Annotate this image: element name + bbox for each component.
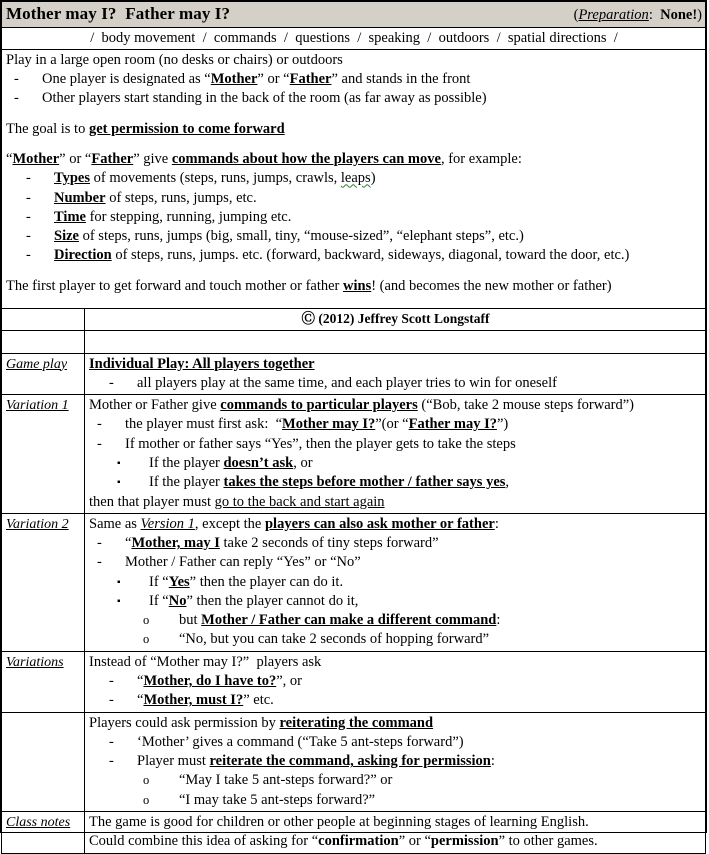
mother-term: Mother bbox=[12, 151, 60, 168]
v2-5c: ” then the player cannot do it, bbox=[186, 592, 359, 609]
header-row bbox=[2, 2, 706, 28]
dash-glyph: - bbox=[26, 208, 31, 225]
v2-line-6 bbox=[143, 611, 702, 630]
row-label: Game play bbox=[6, 356, 68, 372]
v2-1a: Same as bbox=[89, 515, 141, 532]
spacer-row bbox=[2, 331, 706, 353]
version1-ref: Version 1 bbox=[140, 515, 195, 532]
v2-6a: but bbox=[179, 612, 202, 629]
page-title: Mother may I? Father may I? bbox=[6, 4, 231, 23]
class-notes-cell bbox=[85, 812, 706, 854]
mother-term: Mother bbox=[210, 71, 258, 88]
intro-line-3 bbox=[14, 89, 702, 108]
cn-2e: ” to other games. bbox=[498, 833, 598, 850]
v1-2a: the player must first ask: “ bbox=[125, 416, 283, 433]
game-play-heading bbox=[89, 355, 702, 374]
spacer bbox=[6, 296, 702, 307]
dash-glyph: - bbox=[26, 189, 31, 206]
dash-glyph: - bbox=[97, 435, 102, 452]
v1-line-3 bbox=[97, 435, 702, 454]
dash-glyph: - bbox=[26, 170, 31, 187]
variation2-label-cell bbox=[2, 513, 85, 651]
re-1a: Players could ask permission by bbox=[89, 714, 280, 731]
goal-prefix: The goal is to bbox=[6, 120, 89, 137]
v1-5c: , bbox=[505, 474, 510, 491]
commands-phrase: commands about how the players can move bbox=[171, 151, 441, 168]
square-bullet-icon: ▪ bbox=[117, 477, 121, 489]
variation2-row bbox=[2, 513, 706, 651]
spacer bbox=[6, 266, 702, 277]
v2-line-7 bbox=[143, 630, 702, 649]
variation1-label-cell bbox=[2, 395, 85, 514]
intro-line-1: Play in a large open room (no desks or chairs) or outdoors bbox=[6, 51, 343, 68]
winner-line bbox=[6, 277, 702, 296]
v2-line-3 bbox=[97, 553, 702, 572]
goal-phrase: get permission to come forward bbox=[88, 120, 285, 137]
re-line-5 bbox=[143, 791, 702, 810]
commands-intro-line bbox=[6, 150, 702, 169]
class-notes-row bbox=[2, 812, 706, 854]
vs-2c: ”, or bbox=[276, 673, 302, 690]
game-play-heading-text: Individual Play: All players together bbox=[89, 355, 315, 372]
v1-line-4 bbox=[117, 454, 702, 473]
dash-glyph: - bbox=[97, 554, 102, 571]
game-play-row bbox=[2, 353, 706, 395]
v2-line-4 bbox=[117, 573, 702, 592]
command-type-item bbox=[26, 246, 702, 265]
v1-commands-phrase: commands to particular players bbox=[220, 397, 418, 414]
command-type-item bbox=[26, 189, 702, 208]
father-term: Father bbox=[91, 151, 134, 168]
wins-term: wins bbox=[343, 277, 372, 294]
v2-line-2 bbox=[97, 534, 702, 553]
v1-2c: ”(or “ bbox=[375, 416, 409, 433]
v1-1a: Mother or Father give bbox=[89, 397, 221, 414]
circle-bullet-icon: o bbox=[143, 613, 150, 628]
circle-bullet-icon: o bbox=[143, 792, 150, 807]
mother-do-i-have-to-phrase: Mother, do I have to? bbox=[143, 673, 277, 690]
vs-line-2 bbox=[109, 672, 702, 691]
cn-line-1: The game is good for children or other people at beginning stages of learning English. bbox=[89, 814, 589, 831]
row-label: Variations bbox=[6, 654, 64, 670]
v1-4c: , or bbox=[293, 454, 313, 471]
re-line-2 bbox=[109, 733, 702, 752]
variations-label-cell bbox=[2, 651, 85, 712]
intro-line-2 bbox=[14, 70, 702, 89]
v2-1e: : bbox=[494, 515, 499, 532]
cn-2c: ” or “ bbox=[398, 833, 431, 850]
variations-row bbox=[2, 651, 706, 712]
circle-bullet-icon: o bbox=[143, 773, 150, 788]
preparation-note bbox=[574, 6, 702, 25]
no-term: No bbox=[168, 592, 187, 609]
dash-glyph: - bbox=[109, 692, 114, 709]
cmd-b: ” or “ bbox=[59, 151, 92, 168]
v1-6a: then that player must bbox=[89, 493, 215, 510]
re-5-text: “I may take 5 ant-steps forward?” bbox=[179, 791, 376, 808]
father-may-i-phrase: Father may I? bbox=[408, 416, 497, 433]
paren-open: ( bbox=[573, 7, 579, 23]
preparation-label: Preparation bbox=[578, 7, 649, 23]
v2-4c: ” then the player can do it. bbox=[189, 573, 344, 590]
variation2-cell bbox=[85, 513, 706, 651]
lesson-plan-table bbox=[1, 1, 706, 854]
spacer bbox=[6, 109, 702, 120]
mother-may-i-phrase: Mother may I? bbox=[282, 416, 376, 433]
father-term: Father bbox=[289, 71, 332, 88]
dash-glyph: - bbox=[14, 90, 19, 107]
game-play-bullet-text: all players play at the same time, and each player tries to win for oneself bbox=[137, 374, 557, 391]
re-line-4 bbox=[143, 771, 702, 790]
v1-line-6 bbox=[89, 493, 702, 512]
spacer-label-cell bbox=[2, 331, 85, 353]
v2-6c: : bbox=[496, 612, 501, 629]
re-2-text: ‘Mother’ gives a command (“Take 5 ant-steps forward”) bbox=[137, 733, 464, 750]
cmd-c: ” give bbox=[133, 151, 172, 168]
v2-2a: “ bbox=[125, 535, 132, 552]
v1-line-1 bbox=[89, 396, 702, 415]
vs-2a: “ bbox=[137, 673, 144, 690]
circle-bullet-icon: o bbox=[143, 632, 150, 647]
vs-line-3 bbox=[109, 691, 702, 710]
game-play-label-cell bbox=[2, 353, 85, 395]
dash-glyph: - bbox=[109, 673, 114, 690]
copyright-text: (2012) Jeffrey Scott Longstaff bbox=[315, 310, 490, 326]
variations-cell bbox=[85, 651, 706, 712]
intro-2c: ” and stands in the front bbox=[331, 71, 471, 88]
keywords-line: / body movement / commands / questions / speaking / outdoors / spatial directions / bbox=[90, 29, 618, 46]
description-row bbox=[2, 49, 706, 308]
v2-line-5 bbox=[117, 592, 702, 611]
winner-c: ! (and becomes the new mother or father) bbox=[371, 277, 612, 294]
takes-steps-phrase: takes the steps before mother / father says yes bbox=[223, 474, 506, 491]
dash-glyph: - bbox=[14, 71, 19, 88]
vs-line-1: Instead of “Mother may I?” players ask bbox=[89, 653, 322, 670]
v1-3-text: If mother or father says “Yes”, then the player gets to take the steps bbox=[125, 435, 516, 452]
re-line-1 bbox=[89, 714, 702, 733]
copyright-symbol: Ⓒ bbox=[301, 310, 316, 326]
re-line-3 bbox=[109, 752, 702, 771]
v1-2e: ”) bbox=[496, 416, 509, 433]
preparation-value: None! bbox=[660, 7, 698, 23]
intro-2b: ” or “ bbox=[257, 71, 290, 88]
cn-line-2 bbox=[89, 832, 702, 851]
winner-a: The first player to get forward and touch mother or father bbox=[6, 277, 343, 294]
dash-glyph: - bbox=[109, 733, 114, 750]
dash-glyph: - bbox=[26, 228, 31, 245]
game-play-bullet bbox=[109, 374, 702, 393]
class-notes-label-cell bbox=[2, 812, 85, 854]
dash-glyph: - bbox=[109, 753, 114, 770]
copyright-row bbox=[2, 308, 706, 330]
v1-line-2 bbox=[97, 415, 702, 434]
quote-open: “ bbox=[6, 151, 13, 168]
dash-glyph: - bbox=[109, 374, 114, 391]
cn-2a: Could combine this idea of asking for “ bbox=[89, 833, 319, 850]
v2-line-1 bbox=[89, 515, 702, 534]
header-cell bbox=[2, 2, 706, 28]
v2-4a: If “ bbox=[149, 573, 169, 590]
v2-1c: , except the bbox=[194, 515, 265, 532]
command-type-item bbox=[26, 208, 702, 227]
square-bullet-icon: ▪ bbox=[117, 595, 121, 607]
players-can-ask-phrase: players can also ask mother or father bbox=[264, 515, 495, 532]
intro-2a: One player is designated as “ bbox=[42, 71, 211, 88]
game-play-cell bbox=[85, 353, 706, 395]
reiterate-permission-phrase: reiterate the command, asking for permission bbox=[209, 753, 491, 770]
square-bullet-icon: ▪ bbox=[117, 457, 121, 469]
command-type-text: of steps, runs, jumps. etc. (forward, backward, sideways, diagonal, toward the door, etc.) bbox=[111, 247, 630, 264]
spacer-content-cell bbox=[85, 331, 706, 353]
v2-7-text: “No, but you can take 2 seconds of hopping forward” bbox=[179, 631, 490, 648]
mother-must-i-phrase: Mother, must I? bbox=[143, 692, 244, 709]
command-type-item bbox=[26, 169, 702, 188]
v1-1c: (“Bob, take 2 mouse steps forward”) bbox=[417, 397, 635, 414]
vs-3a: “ bbox=[137, 692, 144, 709]
v2-3-text: Mother / Father can reply “Yes” or “No” bbox=[125, 554, 361, 571]
row-label: Variation 1 bbox=[6, 398, 69, 414]
permission-term: permission bbox=[430, 833, 499, 850]
dash-glyph: - bbox=[97, 535, 102, 552]
square-bullet-icon: ▪ bbox=[117, 576, 121, 588]
cmd-e: , for example: bbox=[440, 151, 522, 168]
row-label: Variation 2 bbox=[6, 516, 69, 532]
command-type-text: of movements (steps, runs, jumps, crawls, bbox=[90, 170, 341, 187]
command-type-text: for stepping, running, jumping etc. bbox=[85, 208, 292, 225]
command-type-item bbox=[26, 227, 702, 246]
v1-line-5 bbox=[117, 473, 702, 492]
v2-5a: If “ bbox=[149, 592, 169, 609]
dash-glyph: - bbox=[97, 416, 102, 433]
command-type-key: Size bbox=[54, 228, 79, 245]
dash-glyph: - bbox=[26, 247, 31, 264]
command-type-key: Types bbox=[54, 170, 90, 187]
v2-2c: take 2 seconds of tiny steps forward” bbox=[219, 535, 439, 552]
keywords-cell bbox=[2, 27, 706, 49]
command-type-text: of steps, runs, jumps, etc. bbox=[105, 189, 257, 206]
intro-3-text: Other players start standing in the back of the room (as far away as possible) bbox=[42, 90, 487, 107]
paren-close: ) bbox=[697, 7, 702, 23]
copyright-cell bbox=[85, 308, 706, 330]
command-type-key: Time bbox=[54, 208, 86, 225]
description-cell bbox=[2, 49, 706, 308]
v1-4a: If the player bbox=[149, 454, 224, 471]
re-3c: : bbox=[490, 753, 495, 770]
command-type-key: Number bbox=[54, 189, 106, 206]
preparation-sep: : bbox=[648, 7, 661, 23]
variation1-row bbox=[2, 395, 706, 514]
yes-term: Yes bbox=[168, 573, 190, 590]
different-command-phrase: Mother / Father can make a different command bbox=[201, 612, 497, 629]
goal-line bbox=[6, 120, 702, 139]
go-back-phrase: go to the back and start again bbox=[214, 493, 385, 510]
re-3a: Player must bbox=[137, 753, 210, 770]
reiterate-row bbox=[2, 712, 706, 811]
reiterate-cell bbox=[85, 712, 706, 811]
re-4-text: “May I take 5 ant-steps forward?” or bbox=[179, 772, 393, 789]
spellcheck-word: leaps bbox=[340, 170, 371, 187]
confirmation-term: confirmation bbox=[318, 833, 399, 850]
mother-may-i-phrase: Mother, may I bbox=[131, 535, 220, 552]
command-type-key: Direction bbox=[54, 247, 112, 264]
spacer bbox=[6, 139, 702, 150]
doesnt-ask-phrase: doesn’t ask bbox=[223, 454, 294, 471]
vs-3c: ” etc. bbox=[243, 692, 274, 709]
command-type-text: of steps, runs, jumps (big, small, tiny, “mouse-sized”, “elephant steps”, etc.) bbox=[78, 228, 524, 245]
variation1-cell bbox=[85, 395, 706, 514]
reiterate-label-cell bbox=[2, 712, 85, 811]
reiterating-command-phrase: reiterating the command bbox=[279, 714, 434, 731]
v1-5a: If the player bbox=[149, 474, 224, 491]
command-type-tail: ) bbox=[370, 170, 376, 187]
copyright-label-cell bbox=[2, 308, 85, 330]
row-label: Class notes bbox=[6, 815, 71, 831]
keywords-row bbox=[2, 27, 706, 49]
